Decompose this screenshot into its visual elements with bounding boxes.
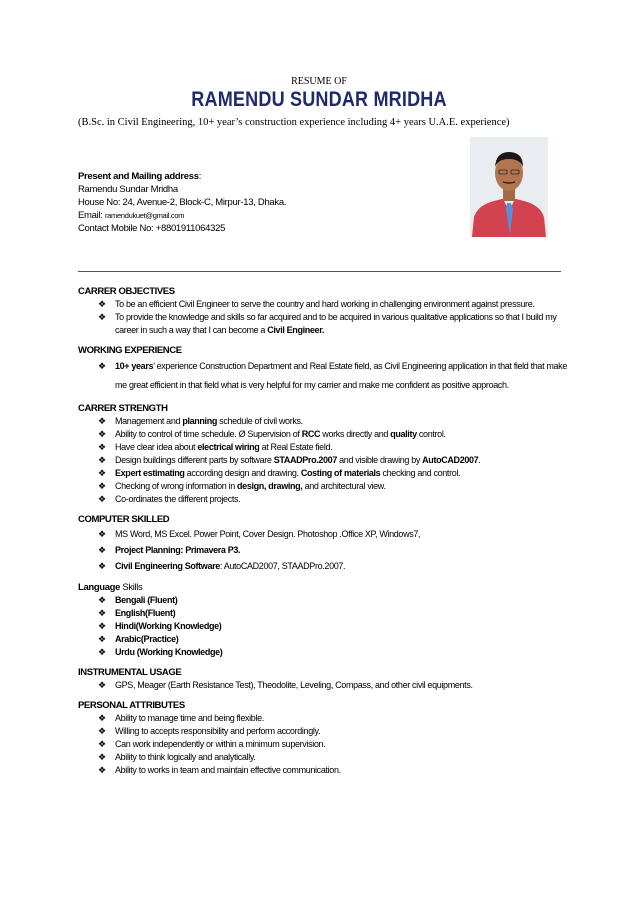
diamond-bullet-icon: ❖ bbox=[98, 416, 106, 426]
resume-of-label: RESUME OF bbox=[291, 76, 347, 87]
address-name: Ramendu Sundar Mridha bbox=[78, 184, 178, 195]
diamond-bullet-icon: ❖ bbox=[98, 312, 106, 322]
header-divider bbox=[78, 271, 561, 272]
diamond-bullet-icon: ❖ bbox=[98, 429, 106, 439]
diamond-bullet-icon: ❖ bbox=[98, 713, 106, 723]
list-item: ❖ Project Planning: Primavera P3. bbox=[78, 542, 568, 558]
list-item: ❖ English(Fluent) bbox=[98, 608, 176, 618]
list-item: ❖ Arabic(Practice) bbox=[98, 634, 179, 644]
candidate-name: RAMENDU SUNDAR MRIDHA bbox=[191, 88, 447, 111]
diamond-bullet-icon: ❖ bbox=[98, 455, 106, 465]
list-item: ❖ Expert estimating according design and drawing. Costing of materials checking and control. bbox=[98, 468, 461, 478]
section-strength bbox=[78, 402, 568, 506]
section-experience bbox=[78, 344, 568, 395]
personal-heading: PERSONAL ATTRIBUTES bbox=[78, 700, 185, 711]
diamond-bullet-icon: ❖ bbox=[98, 442, 106, 452]
section-language bbox=[78, 581, 568, 659]
address-block: Present and Mailing address: Ramendu Sundar Mridha House No: 24, Avenue-2, Block-C, Mirpur-13, Dhaka. Email: ramendukuet@gmail.com Contact Mobile No: +8801911064325 bbox=[78, 171, 287, 234]
list-item: ❖ Have clear idea about electrical wiring at Real Estate field. bbox=[98, 442, 333, 452]
diamond-bullet-icon: ❖ bbox=[98, 765, 106, 775]
list-item: ❖ To be an efficient Civil Engineer to serve the country and hard working in challenging environment against pressure. bbox=[98, 299, 535, 309]
section-objectives bbox=[78, 285, 568, 337]
diamond-bullet-icon: ❖ bbox=[98, 752, 106, 762]
diamond-bullet-icon: ❖ bbox=[98, 468, 106, 478]
list-item: ❖ To provide the knowledge and skills so far acquired and to be acquired in various qualitative applications so that I build my career in such a way that I can become a Civil Engineer. bbox=[98, 312, 557, 335]
profile-photo-image bbox=[470, 137, 548, 237]
list-item: ❖ Urdu (Working Knowledge) bbox=[98, 647, 223, 657]
list-item: ❖ MS Word, MS Excel. Power Point, Cover Design. Photoshop .Office XP, Windows7, bbox=[78, 526, 568, 542]
email-link[interactable]: ramendukuet@gmail.com bbox=[104, 211, 185, 220]
profile-photo bbox=[470, 137, 548, 237]
list-item: ❖ Checking of wrong information in design, drawing, and architectural view. bbox=[98, 481, 386, 491]
diamond-bullet-icon: ❖ bbox=[98, 726, 106, 736]
diamond-bullet-icon: ❖ bbox=[98, 299, 106, 309]
list-item: ❖ Management and planning schedule of civil works. bbox=[98, 416, 303, 426]
list-item: ❖ Ability to works in team and maintain effective communication. bbox=[98, 765, 341, 775]
list-item: ❖ Ability to think logically and analytically. bbox=[98, 752, 256, 762]
diamond-bullet-icon: ❖ bbox=[98, 647, 106, 657]
resume-sections bbox=[78, 285, 568, 784]
address-house: House No: 24, Avenue-2, Block-C, Mirpur-13, Dhaka. bbox=[78, 197, 287, 208]
list-item: ❖ Civil Engineering Software: AutoCAD2007, STAADPro.2007. bbox=[78, 558, 568, 574]
experience-heading: WORKING EXPERIENCE bbox=[78, 345, 182, 356]
instrumental-heading: INSTRUMENTAL USAGE bbox=[78, 667, 182, 678]
diamond-bullet-icon: ❖ bbox=[98, 545, 106, 555]
diamond-bullet-icon: ❖ bbox=[98, 361, 106, 371]
computer-heading: COMPUTER SKILLED bbox=[78, 514, 170, 525]
list-item: ❖ Hindi(Working Knowledge) bbox=[98, 621, 222, 631]
list-item: ❖ GPS, Meager (Earth Resistance Test), Theodolite, Leveling, Compass, and other civil equipments. bbox=[98, 680, 473, 690]
list-item: ❖ 10+ years’ experience Construction Department and Real Estate field, as Civil Engineering application in that field that make me great efficient in that field what is very helpful for my carrier and make me confident as positive approach. bbox=[78, 357, 568, 395]
list-item: ❖ Willing to accepts responsibility and perform accordingly. bbox=[98, 726, 321, 736]
diamond-bullet-icon: ❖ bbox=[98, 739, 106, 749]
diamond-bullet-icon: ❖ bbox=[98, 608, 106, 618]
address-email: Email: ramendukuet@gmail.com bbox=[78, 210, 185, 221]
diamond-bullet-icon: ❖ bbox=[98, 680, 106, 690]
list-item: ❖ Design buildings different parts by software STAADPro.2007 and visible drawing by AutoCAD2007. bbox=[98, 455, 481, 465]
list-item: ❖ Ability to control of time schedule. Ø Supervision of RCC works directly and quality control. bbox=[98, 429, 446, 439]
diamond-bullet-icon: ❖ bbox=[98, 494, 106, 504]
address-contact: Contact Mobile No: +8801911064325 bbox=[78, 223, 226, 234]
diamond-bullet-icon: ❖ bbox=[98, 529, 106, 539]
section-computer bbox=[78, 513, 568, 574]
diamond-bullet-icon: ❖ bbox=[98, 621, 106, 631]
language-heading: Language Skills bbox=[78, 582, 143, 593]
diamond-bullet-icon: ❖ bbox=[98, 595, 106, 605]
list-item: ❖ Can work independently or within a minimum supervision. bbox=[98, 739, 326, 749]
candidate-subtitle: (B.Sc. in Civil Engineering, 10+ year’s construction experience including 4+ years U.A.E. experience) bbox=[78, 117, 510, 128]
list-item: ❖ Ability to manage time and being flexible. bbox=[98, 713, 264, 723]
section-instrumental bbox=[78, 666, 568, 692]
section-personal bbox=[78, 699, 568, 777]
strength-heading: CARRER STRENGTH bbox=[78, 403, 168, 414]
diamond-bullet-icon: ❖ bbox=[98, 634, 106, 644]
list-item: ❖ Co-ordinates the different projects. bbox=[98, 494, 241, 504]
diamond-bullet-icon: ❖ bbox=[98, 561, 106, 571]
address-heading: Present and Mailing address bbox=[78, 171, 199, 182]
objectives-heading: CARRER OBJECTIVES bbox=[78, 286, 175, 297]
list-item: ❖ Bengali (Fluent) bbox=[98, 595, 178, 605]
diamond-bullet-icon: ❖ bbox=[98, 481, 106, 491]
